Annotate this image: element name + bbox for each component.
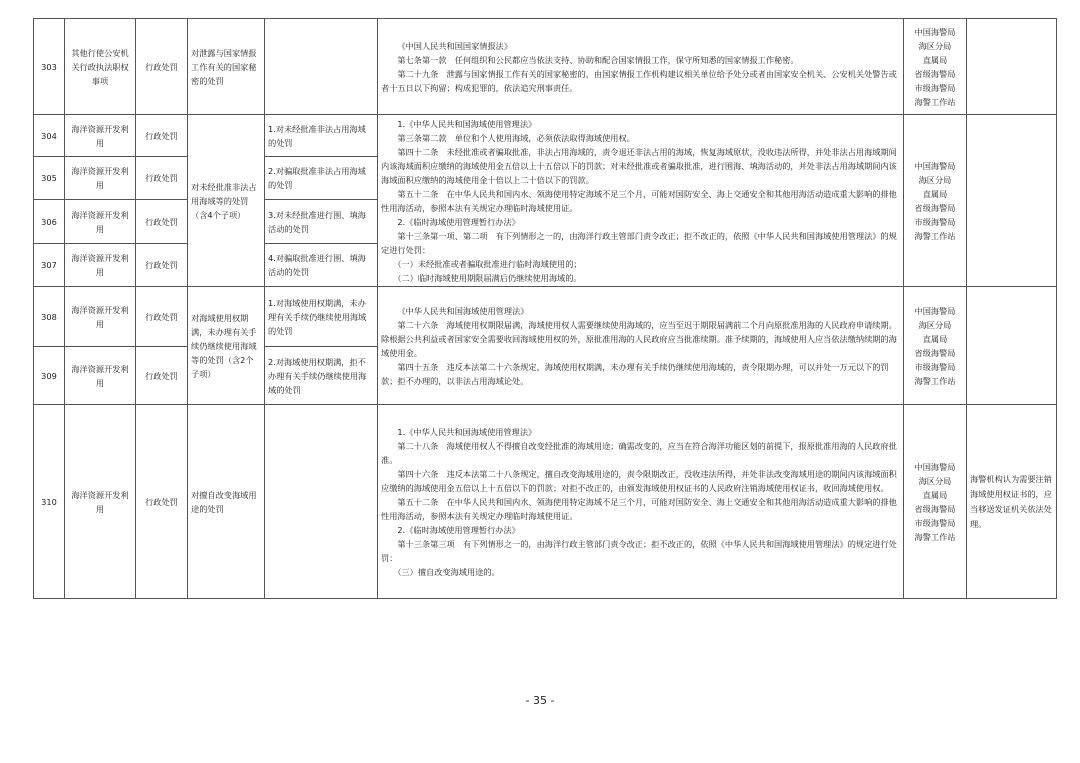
item-category: 其他行使公安机关行政执法职权事项: [65, 19, 136, 115]
basis-line: 第四十六条 违反本法第二十八条规定，擅自改变海域用途的，责令限期改正，没收违法所得，并处非法改变海域用途的期间内该海域面积应缴纳的海域使用金五倍以上十五倍以下的罚款；对拒不改正的，由颁发海域使用权证书的人民政府注销海域使用权证书，收回海域使用权。: [381, 468, 897, 493]
item-name: 对泄露与国家情报工作有关的国家秘密的处罚: [188, 19, 265, 115]
dept-line: 海区分局: [918, 475, 952, 486]
item-type: 行政处罚: [136, 347, 188, 405]
item-type: 行政处罚: [136, 19, 188, 115]
item-category: 海洋资源开发利用: [65, 287, 136, 347]
row-number: 307: [34, 244, 65, 287]
item-type: 行政处罚: [136, 244, 188, 287]
basis-line: 第十三条第三项 有下列情形之一的，由海洋行政主管部门责令改正；拒不改正的，依照《中华人民共和国海域使用管理法》的规定进行处罚：: [381, 538, 897, 563]
dept-line: 海警工作站: [914, 96, 956, 107]
dept-line: 省级海警局: [914, 347, 956, 358]
row-number: 308: [34, 287, 65, 347]
dept-line: 直属局: [922, 54, 948, 65]
table-row: [34, 287, 1057, 347]
basis-line: 2.《临时海域使用管理暂行办法》: [397, 216, 520, 227]
enforcement-dept: [904, 405, 967, 599]
item-type: 行政处罚: [136, 405, 188, 599]
basis-line: 第十三条第一项、第二项 有下列情形之一的，由海洋行政主管部门责令改正；拒不改正的，依照《中华人民共和国海域使用管理法》的规定进行处罚：: [381, 230, 897, 255]
enforcement-items-table: [33, 18, 1057, 599]
item-category: 海洋资源开发利用: [65, 244, 136, 287]
dept-line: 市级海警局: [914, 216, 956, 227]
enforcement-dept: [904, 115, 967, 287]
dept-line: 省级海警局: [914, 202, 956, 213]
basis-line: 第四十二条 未经批准或者骗取批准，非法占用海域的，责令退还非法占用的海域，恢复海域原状，没收违法所得，并处非法占用海域期间内该海域面积应缴纳的海域使用金五倍以上十五倍以下的罚款；对未经批准或者骗取批准，进行围海、填海活动的，并处非法占用海域期间内该海域面积应缴纳的海域使用金十倍以上二十倍以下的罚款。: [381, 146, 897, 185]
page-number: - 35 -: [525, 694, 555, 707]
sub-item: [265, 405, 378, 599]
item-category: 海洋资源开发利用: [65, 405, 136, 599]
dept-line: 海警工作站: [914, 230, 956, 241]
dept-line: 中国海警局: [914, 461, 956, 472]
item-type: 行政处罚: [136, 115, 188, 157]
item-type: 行政处罚: [136, 200, 188, 244]
row-number: 303: [34, 19, 65, 115]
legal-basis: [378, 405, 904, 599]
dept-line: 海警工作站: [914, 531, 956, 542]
table-row: [34, 405, 1057, 599]
dept-line: 海区分局: [918, 319, 952, 330]
table-row: [34, 115, 1057, 157]
dept-line: 中国海警局: [914, 26, 956, 37]
dept-line: 海警工作站: [914, 375, 956, 386]
item-name: 对海域使用权期满，未办理有关手续仍继续使用海域等的处罚（含2个子项）: [188, 287, 265, 405]
row-number: 305: [34, 157, 65, 200]
item-category: 海洋资源开发利用: [65, 200, 136, 244]
basis-line: （一）未经批准或者骗取批准进行临时海域使用的；: [393, 258, 582, 269]
dept-line: 直属局: [922, 489, 948, 500]
enforcement-dept: [904, 19, 967, 115]
item-category: 海洋资源开发利用: [65, 347, 136, 405]
dept-line: 直属局: [922, 188, 948, 199]
sub-item: 2.对骗取批准非法占用海域的处罚: [265, 157, 378, 200]
basis-line: （二）临时海域使用期限届满后仍继续使用海域的。: [393, 272, 582, 283]
item-category: 海洋资源开发利用: [65, 115, 136, 157]
table-row: [34, 19, 1057, 115]
basis-line: 第二十八条 海域使用权人不得擅自改变经批准的海域用途；确需改变的，应当在符合海洋功能区划的前提下，报原批准用海的人民政府批准。: [381, 440, 897, 465]
dept-line: 省级海警局: [914, 68, 956, 79]
item-type: 行政处罚: [136, 287, 188, 347]
sub-item: 3.对未经批准进行围、填海活动的处罚: [265, 200, 378, 244]
row-number: 309: [34, 347, 65, 405]
basis-line: 1.《中华人民共和国海域使用管理法》: [397, 118, 537, 129]
row-number: 310: [34, 405, 65, 599]
basis-line: 2.《临时海域使用管理暂行办法》: [397, 524, 520, 535]
basis-line: 《中华人民共和国海域使用管理法》: [397, 305, 529, 316]
dept-line: 市级海警局: [914, 361, 956, 372]
remarks: [967, 287, 1057, 405]
row-number: 306: [34, 200, 65, 244]
sub-item: 2.对海域使用权期满，拒不办理有关手续仍继续使用海域的处罚: [265, 347, 378, 405]
basis-line: 第二十六条 海域使用权期限届满，海域使用权人需要继续使用海域的，应当至迟于期限届满前二个月向原批准用海的人民政府申请续期。除根据公共利益或者国家安全需要收回海域使用权的外，原批准用海的人民政府应当批准续期。准予续期的，海域使用人应当依法缴纳续期的海域使用金。: [381, 319, 897, 358]
basis-line: 第三条第二款 单位和个人使用海域，必须依法取得海域使用权。: [397, 132, 635, 143]
basis-line: 第七条第一款 任何组织和公民都应当依法支持、协助和配合国家情报工作，保守所知悉的国家情报工作秘密。: [397, 54, 799, 65]
basis-line: 1.《中华人民共和国海域使用管理法》: [397, 426, 537, 437]
sub-item: 4.对骗取批准进行围、填海活动的处罚: [265, 244, 378, 287]
basis-line: 第五十二条 在中华人民共和国内水、领海使用特定海域不足三个月，可能对国防安全、海上交通安全和其他用海活动造成重大影响的排他性用海活动，参照本法有关规定办理临时海域使用证。: [381, 496, 897, 521]
remarks: 海警机构认为需要注销海域使用权证书的，应当移送发证机关依法处理。: [967, 405, 1057, 599]
basis-line: 第四十五条 违反本法第二十六条规定，海域使用权期满，未办理有关手续仍继续使用海域的，责令限期办理，可以并处一万元以下的罚款；拒不办理的，以非法占用海域论处。: [381, 361, 889, 386]
dept-line: 海区分局: [918, 40, 952, 51]
dept-line: 市级海警局: [914, 517, 956, 528]
enforcement-dept: [904, 287, 967, 405]
legal-basis: [378, 19, 904, 115]
sub-item: 1.对海域使用权期满，未办理有关手续仍继续使用海域的处罚: [265, 287, 378, 347]
basis-line: 《中国人民共和国国家情报法》: [397, 40, 513, 51]
dept-line: 海区分局: [918, 174, 952, 185]
legal-basis: [378, 115, 904, 287]
dept-line: 中国海警局: [914, 305, 956, 316]
item-category: 海洋资源开发利用: [65, 157, 136, 200]
dept-line: 中国海警局: [914, 160, 956, 171]
dept-line: 直属局: [922, 333, 948, 344]
remarks: [967, 115, 1057, 287]
item-name: 对擅自改变海域用途的处罚: [188, 405, 265, 599]
dept-line: 市级海警局: [914, 82, 956, 93]
sub-item: 1.对未经批准非法占用海域的处罚: [265, 115, 378, 157]
legal-basis: [378, 287, 904, 405]
basis-line: （三）擅自改变海域用途的。: [393, 566, 500, 577]
item-name: 对未经批准非法占用海域等的处罚（含4个子项）: [188, 115, 265, 287]
row-number: 304: [34, 115, 65, 157]
sub-item: [265, 19, 378, 115]
item-type: 行政处罚: [136, 157, 188, 200]
basis-line: 第二十九条 泄露与国家情报工作有关的国家秘密的，由国家情报工作机构建议相关单位给予处分或者由国家安全机关、公安机关处警告或者十五日以下拘留；构成犯罪的，依法追究刑事责任。: [381, 68, 897, 93]
basis-line: 第五十二条 在中华人民共和国内水、领海使用特定海域不足三个月，可能对国防安全、海上交通安全和其他用海活动造成重大影响的排他性用海活动，参照本法有关规定办理临时海域使用证。: [381, 188, 897, 213]
dept-line: 省级海警局: [914, 503, 956, 514]
remarks: [967, 19, 1057, 115]
